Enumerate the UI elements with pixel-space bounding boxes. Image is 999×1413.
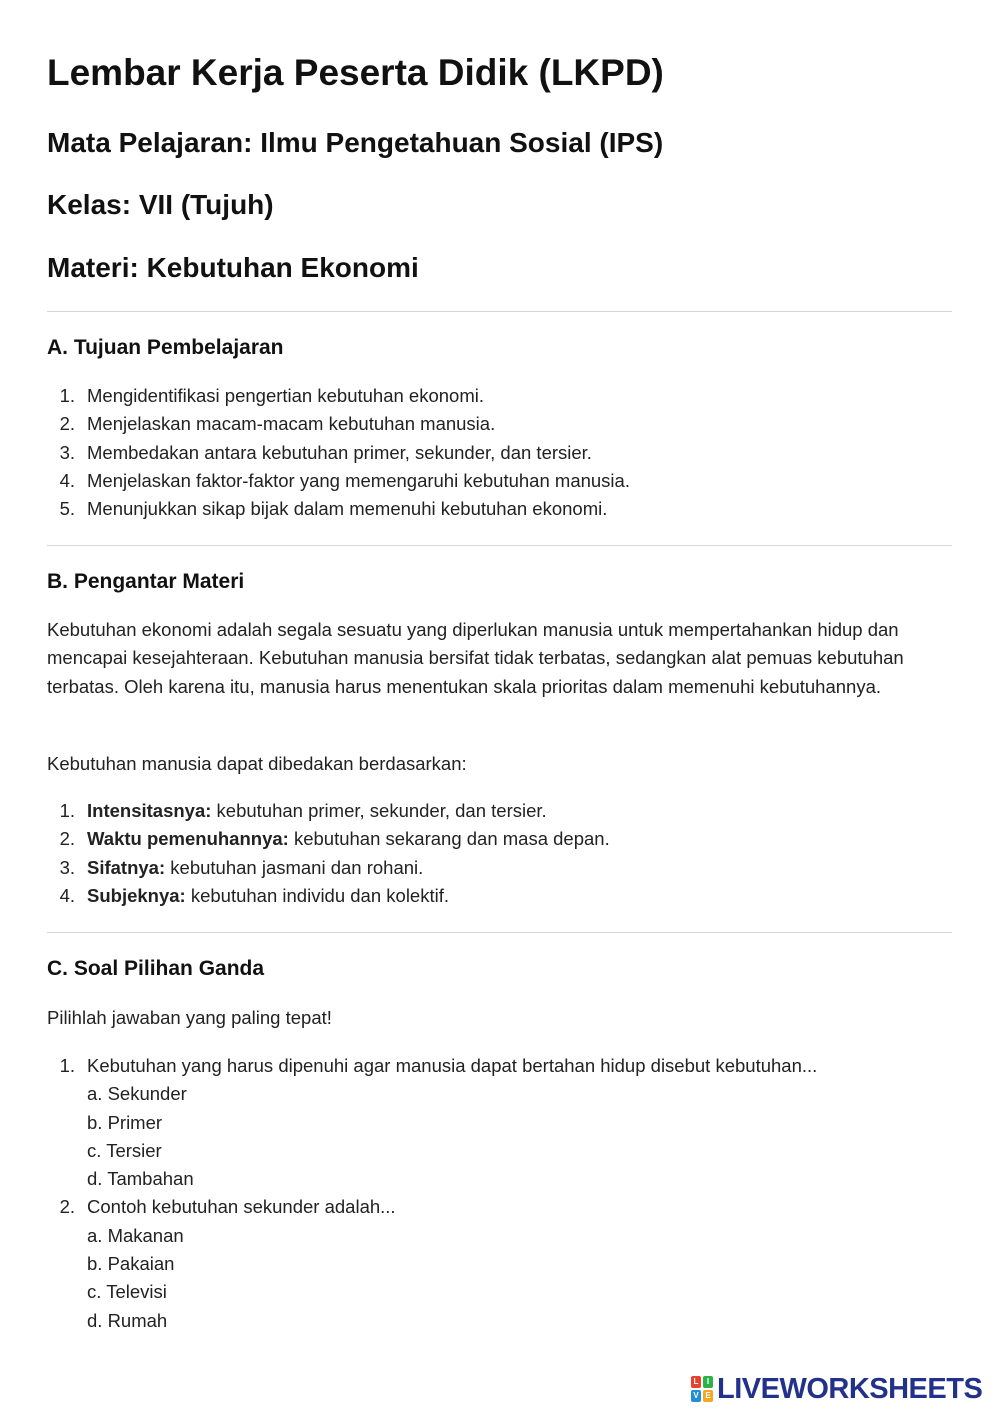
question-item: 2. Contoh kebutuhan sekunder adalah... a. Makanan b. Pakaian c. Televisi d. Rumah <box>47 1193 952 1334</box>
list-item: 1. Intensitasnya: kebutuhan primer, sekunder, dan tersier. <box>59 800 547 821</box>
divider <box>47 932 952 933</box>
logo-tile: E <box>703 1390 713 1402</box>
liveworksheets-logo <box>691 1374 982 1404</box>
divider <box>47 311 952 312</box>
divider <box>47 545 952 546</box>
logo-mark-icon <box>691 1376 713 1402</box>
logo-tile: I <box>703 1376 713 1388</box>
material-heading: Materi: Kebutuhan Ekonomi <box>47 252 419 283</box>
answer-option[interactable]: c. Televisi <box>87 1281 167 1303</box>
instruction-text: Pilihlah jawaban yang paling tepat! <box>47 1007 332 1028</box>
objectives-list <box>47 382 952 523</box>
answer-option[interactable]: a. Makanan <box>87 1224 184 1246</box>
section-a-heading: A. Tujuan Pembelajaran <box>47 336 284 359</box>
list-item: 5. Menunjukkan sikap bijak dalam memenuhi kebutuhan ekonomi. <box>59 498 608 520</box>
section-b-heading: B. Pengantar Materi <box>47 570 245 593</box>
logo-tile: V <box>691 1390 701 1402</box>
question-text: Contoh kebutuhan sekunder adalah... <box>87 1196 396 1218</box>
classification-intro: Kebutuhan manusia dapat dibedakan berdasarkan: <box>47 753 467 774</box>
list-item: 2. Menjelaskan macam-macam kebutuhan manusia. <box>59 413 496 435</box>
list-item: 3. Sifatnya: kebutuhan jasmani dan rohani. <box>59 856 424 878</box>
list-item: 2. Waktu pemenuhannya: kebutuhan sekarang dan masa depan. <box>59 828 610 850</box>
intro-paragraph: Kebutuhan ekonomi adalah segala sesuatu yang diperlukan manusia untuk mempertahankan hidup dan mencapai kesejahteraan. Kebutuhan manusia bersifat tidak terbatas, sedangkan alat pemuas kebutuhan terbatas. Oleh karena itu, manusia harus menentukan skala prioritas dalam memenuhi kebutuhannya. <box>47 619 904 697</box>
answer-option[interactable]: a. Sekunder <box>87 1083 187 1105</box>
question-list <box>47 1052 952 1335</box>
answer-option[interactable]: d. Tambahan <box>87 1168 194 1190</box>
logo-tile: L <box>691 1376 701 1388</box>
answer-option[interactable]: d. Rumah <box>87 1309 168 1331</box>
list-item: 4. Menjelaskan faktor-faktor yang memengaruhi kebutuhan manusia. <box>59 469 630 491</box>
class-heading: Kelas: VII (Tujuh) <box>47 189 274 220</box>
question-item: 1. Kebutuhan yang harus dipenuhi agar manusia dapat bertahan hidup disebut kebutuhan... a. Sekunder b. Primer c. Tersier d. Tambahan <box>47 1052 952 1193</box>
subject-heading: Mata Pelajaran: Ilmu Pengetahuan Sosial (IPS) <box>47 127 664 158</box>
logo-text: LIVEWORKSHEETS <box>717 1372 983 1405</box>
classification-list <box>47 797 952 910</box>
list-item: 1. Mengidentifikasi pengertian kebutuhan ekonomi. <box>59 385 484 406</box>
section-c-heading: C. Soal Pilihan Ganda <box>47 957 265 980</box>
list-item: 3. Membedakan antara kebutuhan primer, sekunder, dan tersier. <box>59 441 592 463</box>
question-text: Kebutuhan yang harus dipenuhi agar manusia dapat bertahan hidup disebut kebutuhan... <box>87 1055 818 1076</box>
page-title: Lembar Kerja Peserta Didik (LKPD) <box>47 52 664 93</box>
answer-option[interactable]: b. Primer <box>87 1111 163 1133</box>
list-item: 4. Subjeknya: kebutuhan individu dan kolektif. <box>59 884 449 906</box>
answer-option[interactable]: c. Tersier <box>87 1139 162 1161</box>
answer-option[interactable]: b. Pakaian <box>87 1253 175 1275</box>
